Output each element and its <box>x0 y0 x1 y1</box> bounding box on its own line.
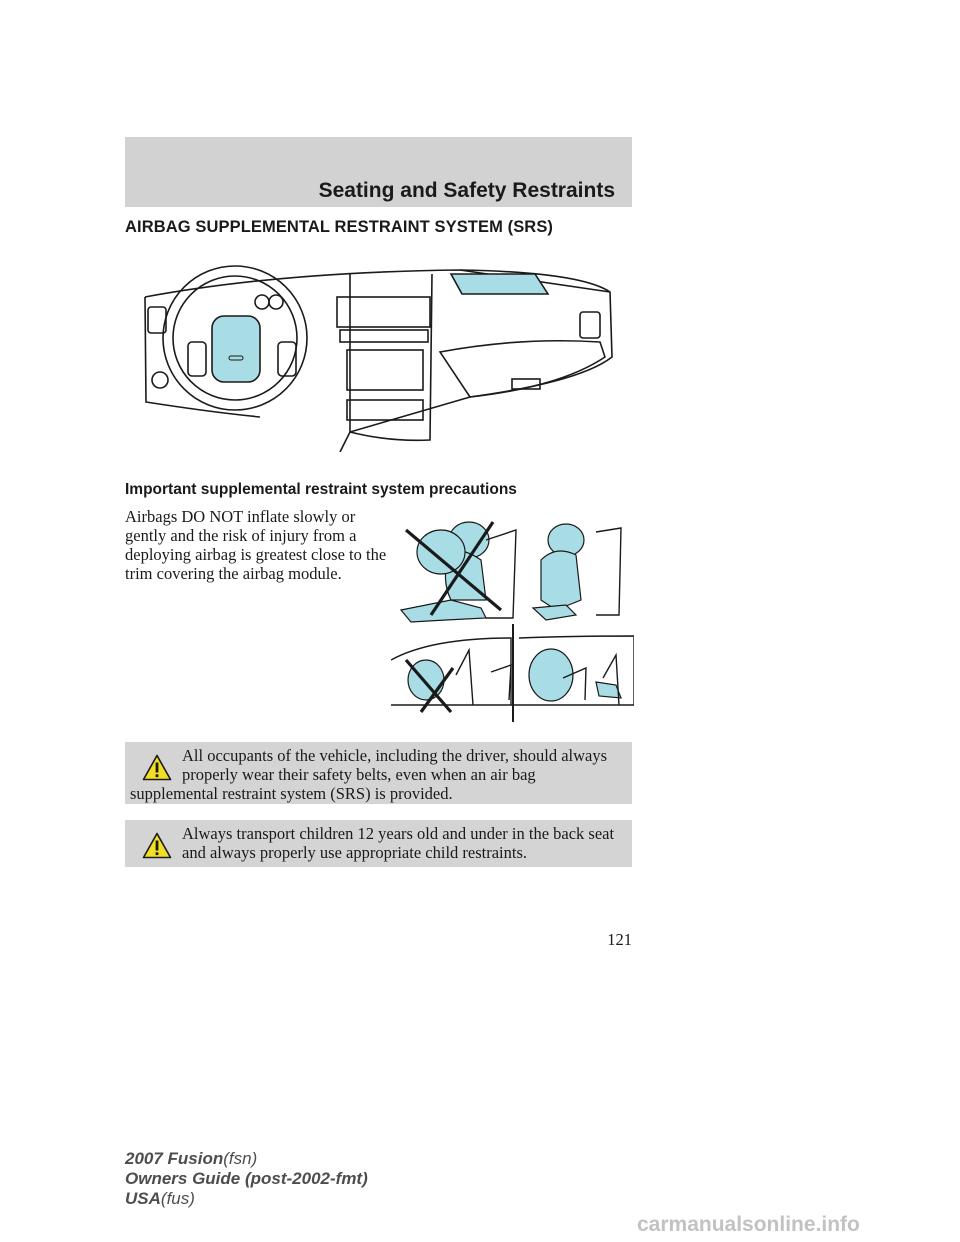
footer-model: 2007 Fusion <box>125 1149 224 1168</box>
page-heading: AIRBAG SUPPLEMENTAL RESTRAINT SYSTEM (SRS) <box>125 218 554 236</box>
dashboard-airbag-illustration <box>140 262 615 452</box>
watermark: carmanualsonline.info <box>637 1213 860 1236</box>
warning-triangle-icon <box>142 832 172 859</box>
footer-guide: Owners Guide (post-2002-fmt) <box>125 1169 368 1188</box>
footer-market-code: (fus) <box>160 1189 195 1208</box>
warning-triangle-icon <box>142 754 172 781</box>
warning-text: All occupants of the vehicle, including the driver, should always properly wear their safety belts, even when an air bag supplemental restraint system (SRS) is provided. <box>130 746 608 803</box>
document-footer <box>125 1149 368 1209</box>
header-band <box>125 137 632 207</box>
precautions-subheading: Important supplemental restraint system precautions <box>125 481 517 498</box>
intro-paragraph: Airbags DO NOT inflate slowly or gently and the risk of injury from a deploying airbag is greatest close to the trim covering the airbag module. <box>125 507 387 583</box>
warning-safety-belts <box>125 742 632 804</box>
occupant-position-illustration <box>391 500 634 722</box>
warning-text: Always transport children 12 years old and under in the back seat and always properly use appropriate child restraints. <box>182 824 615 862</box>
footer-market: USA <box>125 1189 161 1208</box>
warning-child-seating <box>125 820 632 867</box>
section-title: Seating and Safety Restraints <box>318 179 615 202</box>
footer-model-code: (fsn) <box>223 1149 258 1168</box>
page-number: 121 <box>607 930 632 949</box>
